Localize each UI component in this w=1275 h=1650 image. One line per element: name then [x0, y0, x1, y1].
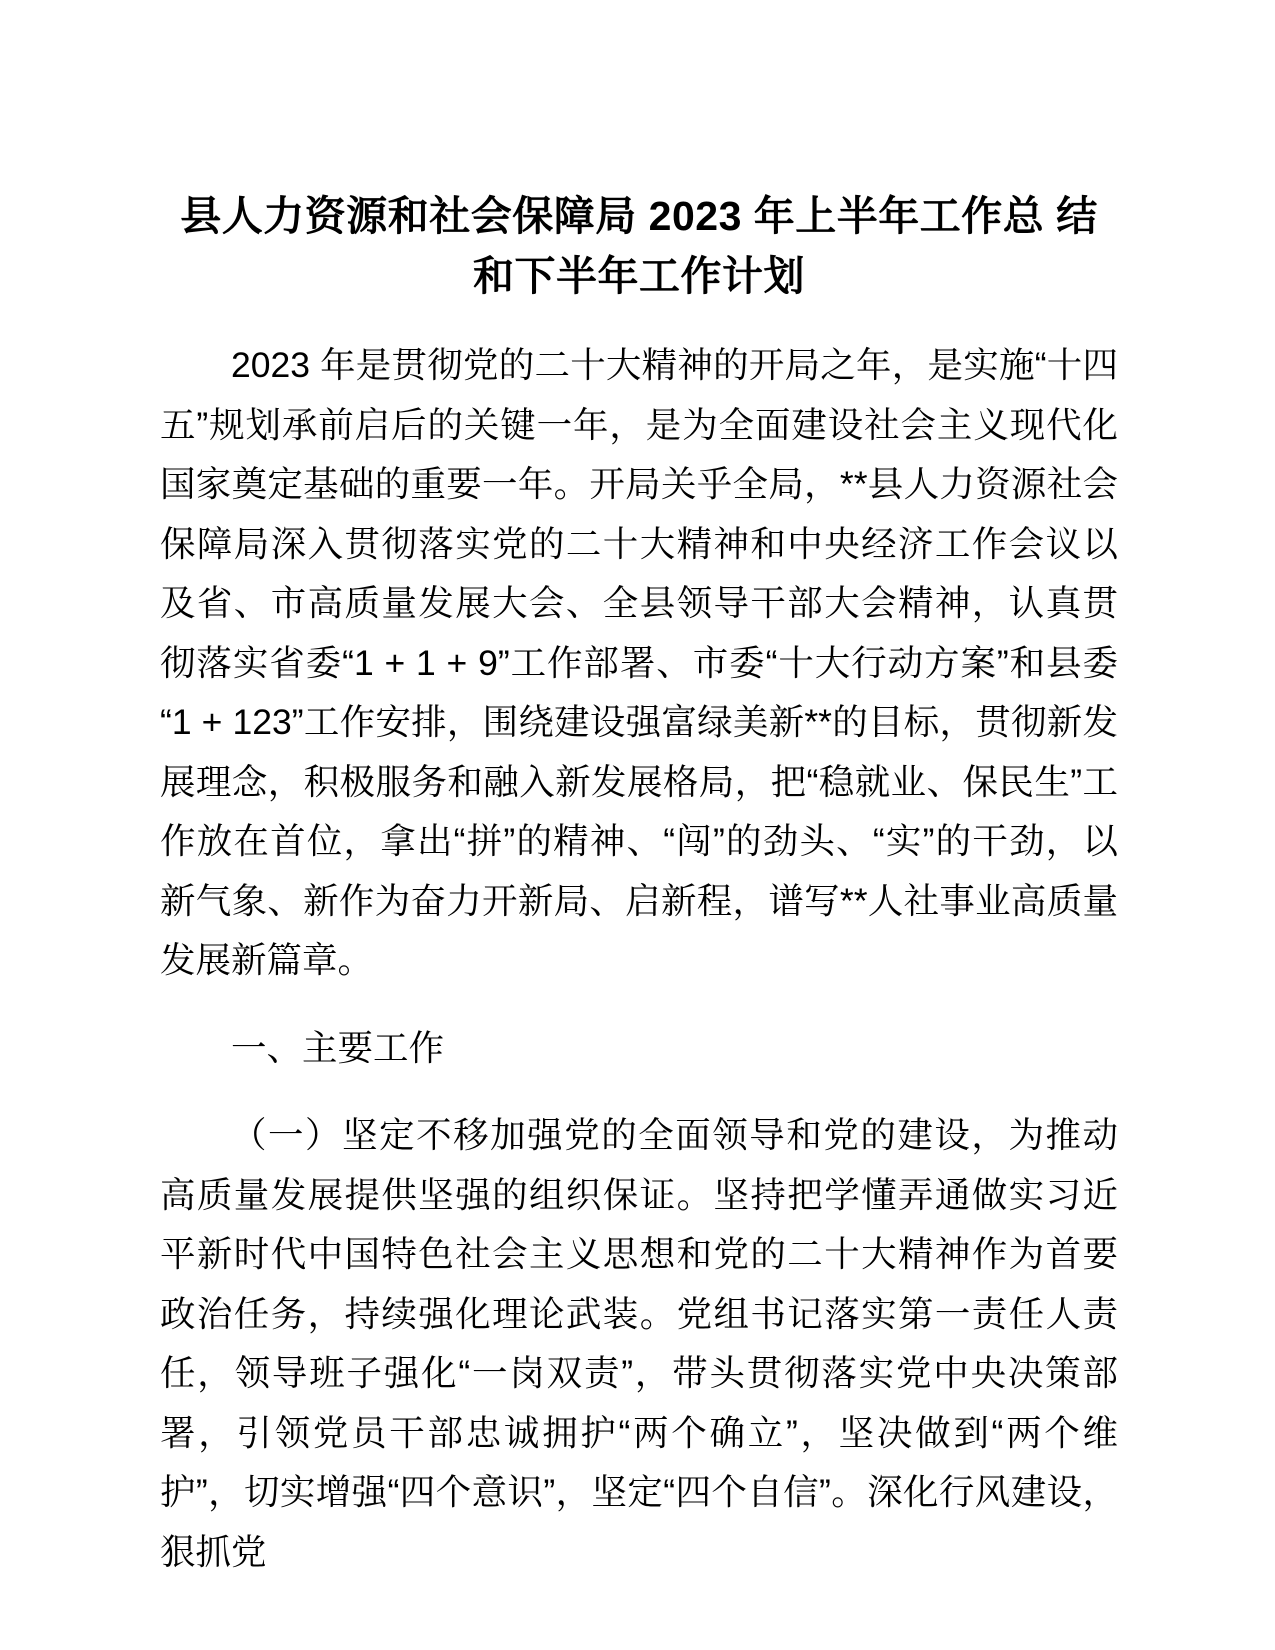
intro-paragraph: 2023 年是贯彻党的二十大精神的开局之年，是实施“十四五”规划承前启后的关键一年，是为全面建设社会主义现代化国家奠定基础的重要一年。开局关乎全局，**县人力资源社会保障局深入贯彻落实党的二十大精神和中央经济工作会议以及省、市高质量发展大会、全县领导干部大会精神，认真贯彻落实省委“1 + 1 + 9”工作部署、市委“十大行动方案”和县委“1 + 123”工作安排，围绕建设强富绿美新**的目标，贯彻新发展理念，积极服务和融入新发展格局，把“稳就业、保民生”工作放在首位，拿出“拼”的精神、“闯”的劲头、“实”的干劲，以新气象、新作为奋力开新局、启新程，谱写**人社事业高质量发展新篇章。 — [160, 345, 1118, 980]
subsection-paragraph-party-leadership: （一）坚定不移加强党的全面领导和党的建设，为推动高质量发展提供坚强的组织保证。坚持把学懂弄通做实习近平新时代中国特色社会主义思想和党的二十大精神作为首要政治任务，持续强化理论武装。党组书记落实第一责任人责任，领导班子强化“一岗双责”，带头贯彻落实党中央决策部署，引领党员干部忠诚拥护“两个确立”，坚决做到“两个维护”，切实增强“四个意识”，坚定“四个自信”。深化行风建设，狠抓党 — [160, 1115, 1118, 1572]
page-title — [160, 0, 1118, 306]
subsection-spacer — [160, 1078, 1118, 1106]
page-title-line-2: 结和下半年工作计划 — [473, 193, 1098, 299]
heading-spacer — [160, 991, 1118, 1019]
page-title-line-1: 县人力资源和社会保障局 2023 年上半年工作总 — [180, 193, 1045, 239]
document-body — [160, 0, 1118, 1582]
section-heading-main-work: 一、主要工作 — [231, 1027, 445, 1068]
